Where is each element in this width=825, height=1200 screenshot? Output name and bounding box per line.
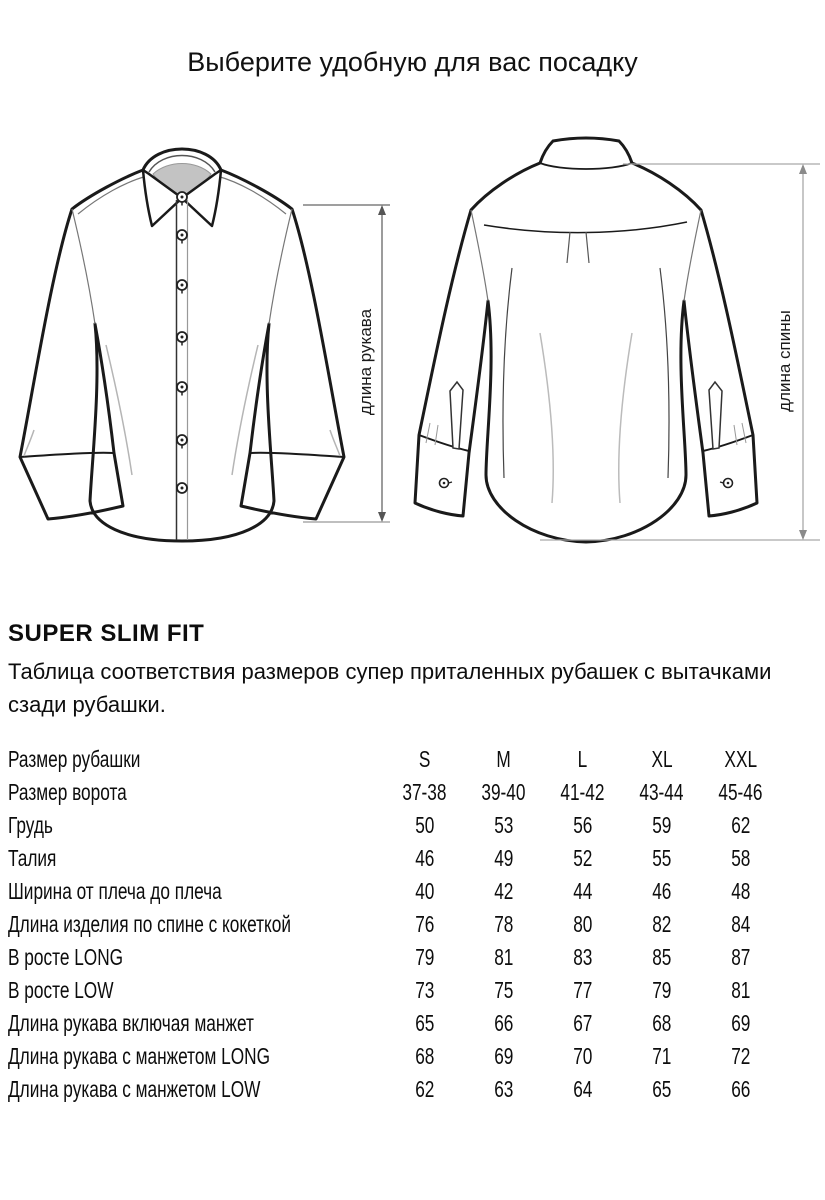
cell-value: 71 — [652, 1043, 672, 1069]
cell-value: 83 — [573, 944, 593, 970]
table-row — [8, 842, 780, 875]
row-label: Длина рукава с манжетом LONG — [8, 1043, 270, 1069]
cell-value: 66 — [494, 1010, 514, 1036]
table-row — [8, 941, 780, 974]
table-row — [8, 1073, 780, 1106]
cell-value: 79 — [652, 977, 672, 1003]
cell-value: 49 — [494, 845, 514, 871]
cell-value: 41-42 — [560, 779, 605, 805]
row-label: Размер рубашки — [8, 746, 141, 772]
size-col-header: S — [419, 746, 431, 772]
cell-value: 67 — [573, 1010, 593, 1036]
cell-value: 42 — [494, 878, 514, 904]
cell-value: 59 — [652, 812, 672, 838]
cell-value: 40 — [415, 878, 435, 904]
cell-value: 63 — [494, 1076, 514, 1102]
row-label: Талия — [8, 845, 57, 871]
cell-value: 62 — [415, 1076, 435, 1102]
row-label: Ширина от плеча до плеча — [8, 878, 222, 904]
size-col-header: XXL — [724, 746, 758, 772]
table-row — [8, 776, 780, 809]
cell-value: 46 — [415, 845, 435, 871]
cell-value: 44 — [573, 878, 593, 904]
cell-value: 65 — [415, 1010, 435, 1036]
cell-value: 39-40 — [481, 779, 526, 805]
table-row — [8, 809, 780, 842]
cell-value: 70 — [573, 1043, 593, 1069]
cell-value: 50 — [415, 812, 435, 838]
cell-value: 46 — [652, 878, 672, 904]
cell-value: 82 — [652, 911, 672, 937]
cell-value: 43-44 — [639, 779, 684, 805]
cell-value: 73 — [415, 977, 435, 1003]
row-label: Длина рукава с манжетом LOW — [8, 1076, 261, 1102]
cell-value: 77 — [573, 977, 593, 1003]
cell-value: 81 — [494, 944, 514, 970]
size-col-header: M — [496, 746, 512, 772]
table-row — [8, 1007, 780, 1040]
cell-value: 65 — [652, 1076, 672, 1102]
row-label: Длина изделия по спине с кокеткой — [8, 911, 292, 937]
cell-value: 48 — [731, 878, 751, 904]
cell-value: 62 — [731, 812, 751, 838]
table-row — [8, 974, 780, 1007]
table-row — [8, 875, 780, 908]
size-table — [8, 743, 780, 1106]
row-label: В росте LONG — [8, 944, 124, 970]
row-label: В росте LOW — [8, 977, 114, 1003]
cell-value: 84 — [731, 911, 751, 937]
cell-value: 37-38 — [402, 779, 447, 805]
cell-value: 75 — [494, 977, 514, 1003]
cell-value: 64 — [573, 1076, 593, 1102]
cell-value: 87 — [731, 944, 751, 970]
cell-value: 72 — [731, 1043, 751, 1069]
sleeve-length-arrow — [298, 198, 393, 533]
cell-value: 66 — [731, 1076, 751, 1102]
row-label: Длина рукава включая манжет — [8, 1010, 254, 1036]
cell-value: 52 — [573, 845, 593, 871]
cell-value: 45-46 — [718, 779, 763, 805]
cell-value: 68 — [652, 1010, 672, 1036]
cell-value: 80 — [573, 911, 593, 937]
size-col-header: L — [578, 746, 588, 772]
cell-value: 69 — [731, 1010, 751, 1036]
cell-value: 69 — [494, 1043, 514, 1069]
cell-value: 81 — [731, 977, 751, 1003]
row-label: Размер ворота — [8, 779, 127, 805]
cell-value: 78 — [494, 911, 514, 937]
row-label: Грудь — [8, 812, 53, 838]
section-heading: SUPER SLIM FIT — [8, 620, 205, 647]
cell-value: 76 — [415, 911, 435, 937]
cell-value: 85 — [652, 944, 672, 970]
size-col-header: XL — [651, 746, 673, 772]
sleeve-length-label: длина рукава — [356, 308, 375, 416]
back-length-label: длина спины — [775, 310, 794, 412]
cell-value: 58 — [731, 845, 751, 871]
table-row — [8, 908, 780, 941]
page-title: Выберите удобную для вас посадку — [187, 47, 638, 77]
cell-value: 68 — [415, 1043, 435, 1069]
cell-value: 79 — [415, 944, 435, 970]
cell-value: 53 — [494, 812, 514, 838]
table-row — [8, 1040, 780, 1073]
cell-value: 56 — [573, 812, 593, 838]
section-description: Таблица соответствия размеров супер приталенных рубашек с вытачками сзади рубашки. — [8, 659, 772, 717]
cell-value: 55 — [652, 845, 672, 871]
table-row — [8, 743, 780, 776]
